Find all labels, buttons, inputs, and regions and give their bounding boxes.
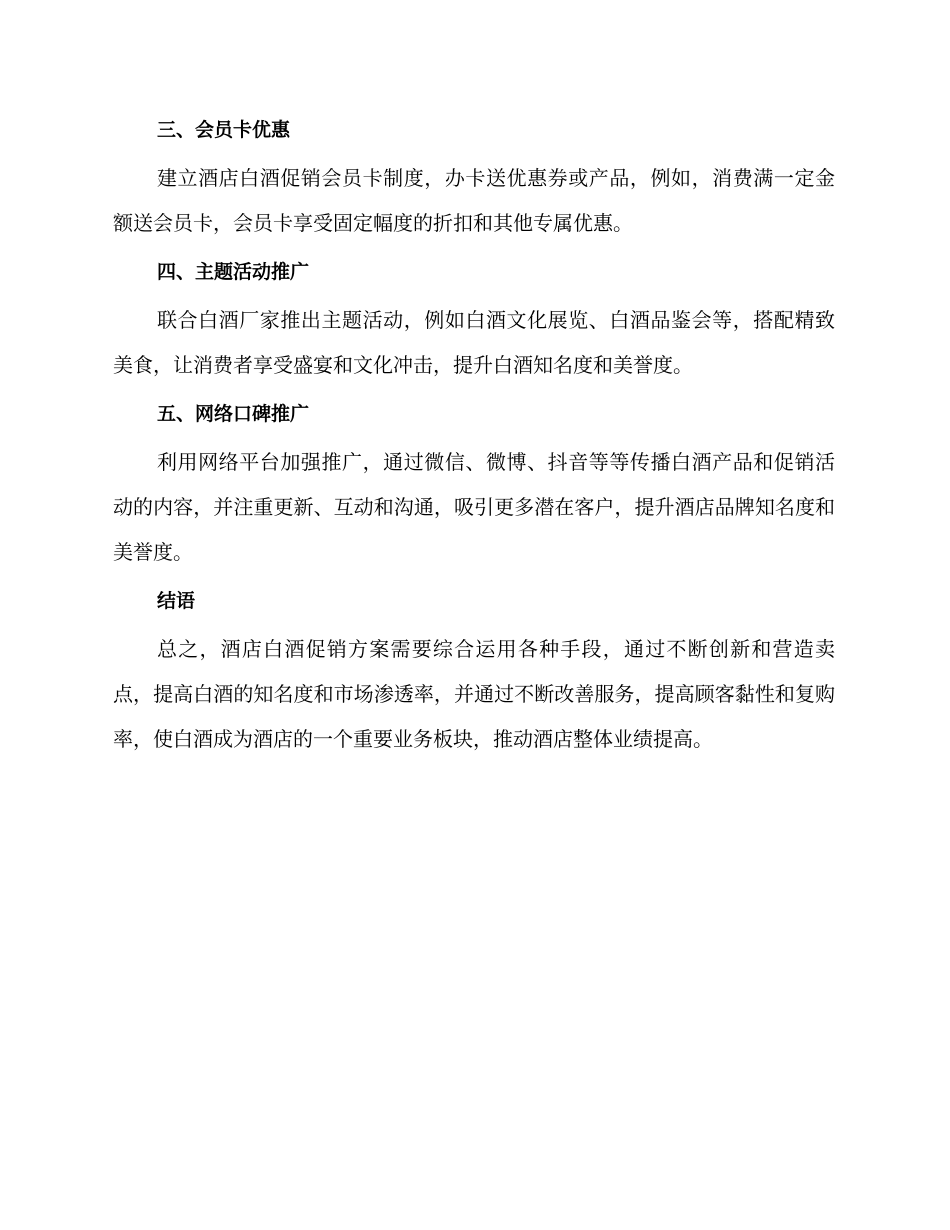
paragraph-line: 联合白酒厂家推出主题活动，例如白酒文化展览、白酒品鉴会等，搭配 bbox=[157, 308, 795, 332]
section-online-reputation bbox=[113, 394, 835, 575]
paragraph-line: 高。 bbox=[673, 727, 713, 751]
document-body bbox=[113, 110, 835, 768]
section-heading: 结语 bbox=[157, 590, 196, 612]
section-paragraph bbox=[113, 298, 835, 388]
paragraph-line: 性和复购率，使白酒成为酒店的一个重要业务板块，推动酒店整体业绩提 bbox=[113, 682, 835, 751]
paragraph-line: 利用网络平台加强推广，通过微信、微博、抖音等等传播白酒产品和促 bbox=[157, 450, 795, 474]
section-heading: 四、主题活动推广 bbox=[157, 261, 310, 283]
section-theme-activity bbox=[113, 252, 835, 388]
paragraph-line: 精致美食，让消费者享受盛宴和文化冲击，提升白酒知名度和美誉度。 bbox=[113, 308, 835, 377]
section-paragraph bbox=[113, 627, 835, 762]
section-heading: 三、会员卡优惠 bbox=[157, 119, 291, 141]
section-paragraph bbox=[113, 156, 835, 246]
section-heading: 五、网络口碑推广 bbox=[157, 403, 310, 425]
paragraph-line: 销活动的内容，并注重更新、互动和沟通，吸引更多潜在客户，提升酒店品 bbox=[113, 450, 835, 519]
paragraph-line: 卖点，提高白酒的知名度和市场渗透率，并通过不断改善服务，提高顾客黏 bbox=[113, 637, 835, 706]
section-conclusion bbox=[113, 581, 835, 762]
paragraph-line: 牌知名度和美誉度。 bbox=[113, 495, 836, 564]
paragraph-line: 建立酒店白酒促销会员卡制度，办卡送优惠券或产品，例如，消费满一 bbox=[157, 166, 795, 190]
section-member-card bbox=[113, 110, 835, 246]
paragraph-line: 总之，酒店白酒促销方案需要综合运用各种手段，通过不断创新和营造 bbox=[157, 637, 815, 661]
section-paragraph bbox=[113, 440, 835, 575]
paragraph-line: 定金额送会员卡，会员卡享受固定幅度的折扣和其他专属优惠。 bbox=[113, 166, 835, 235]
